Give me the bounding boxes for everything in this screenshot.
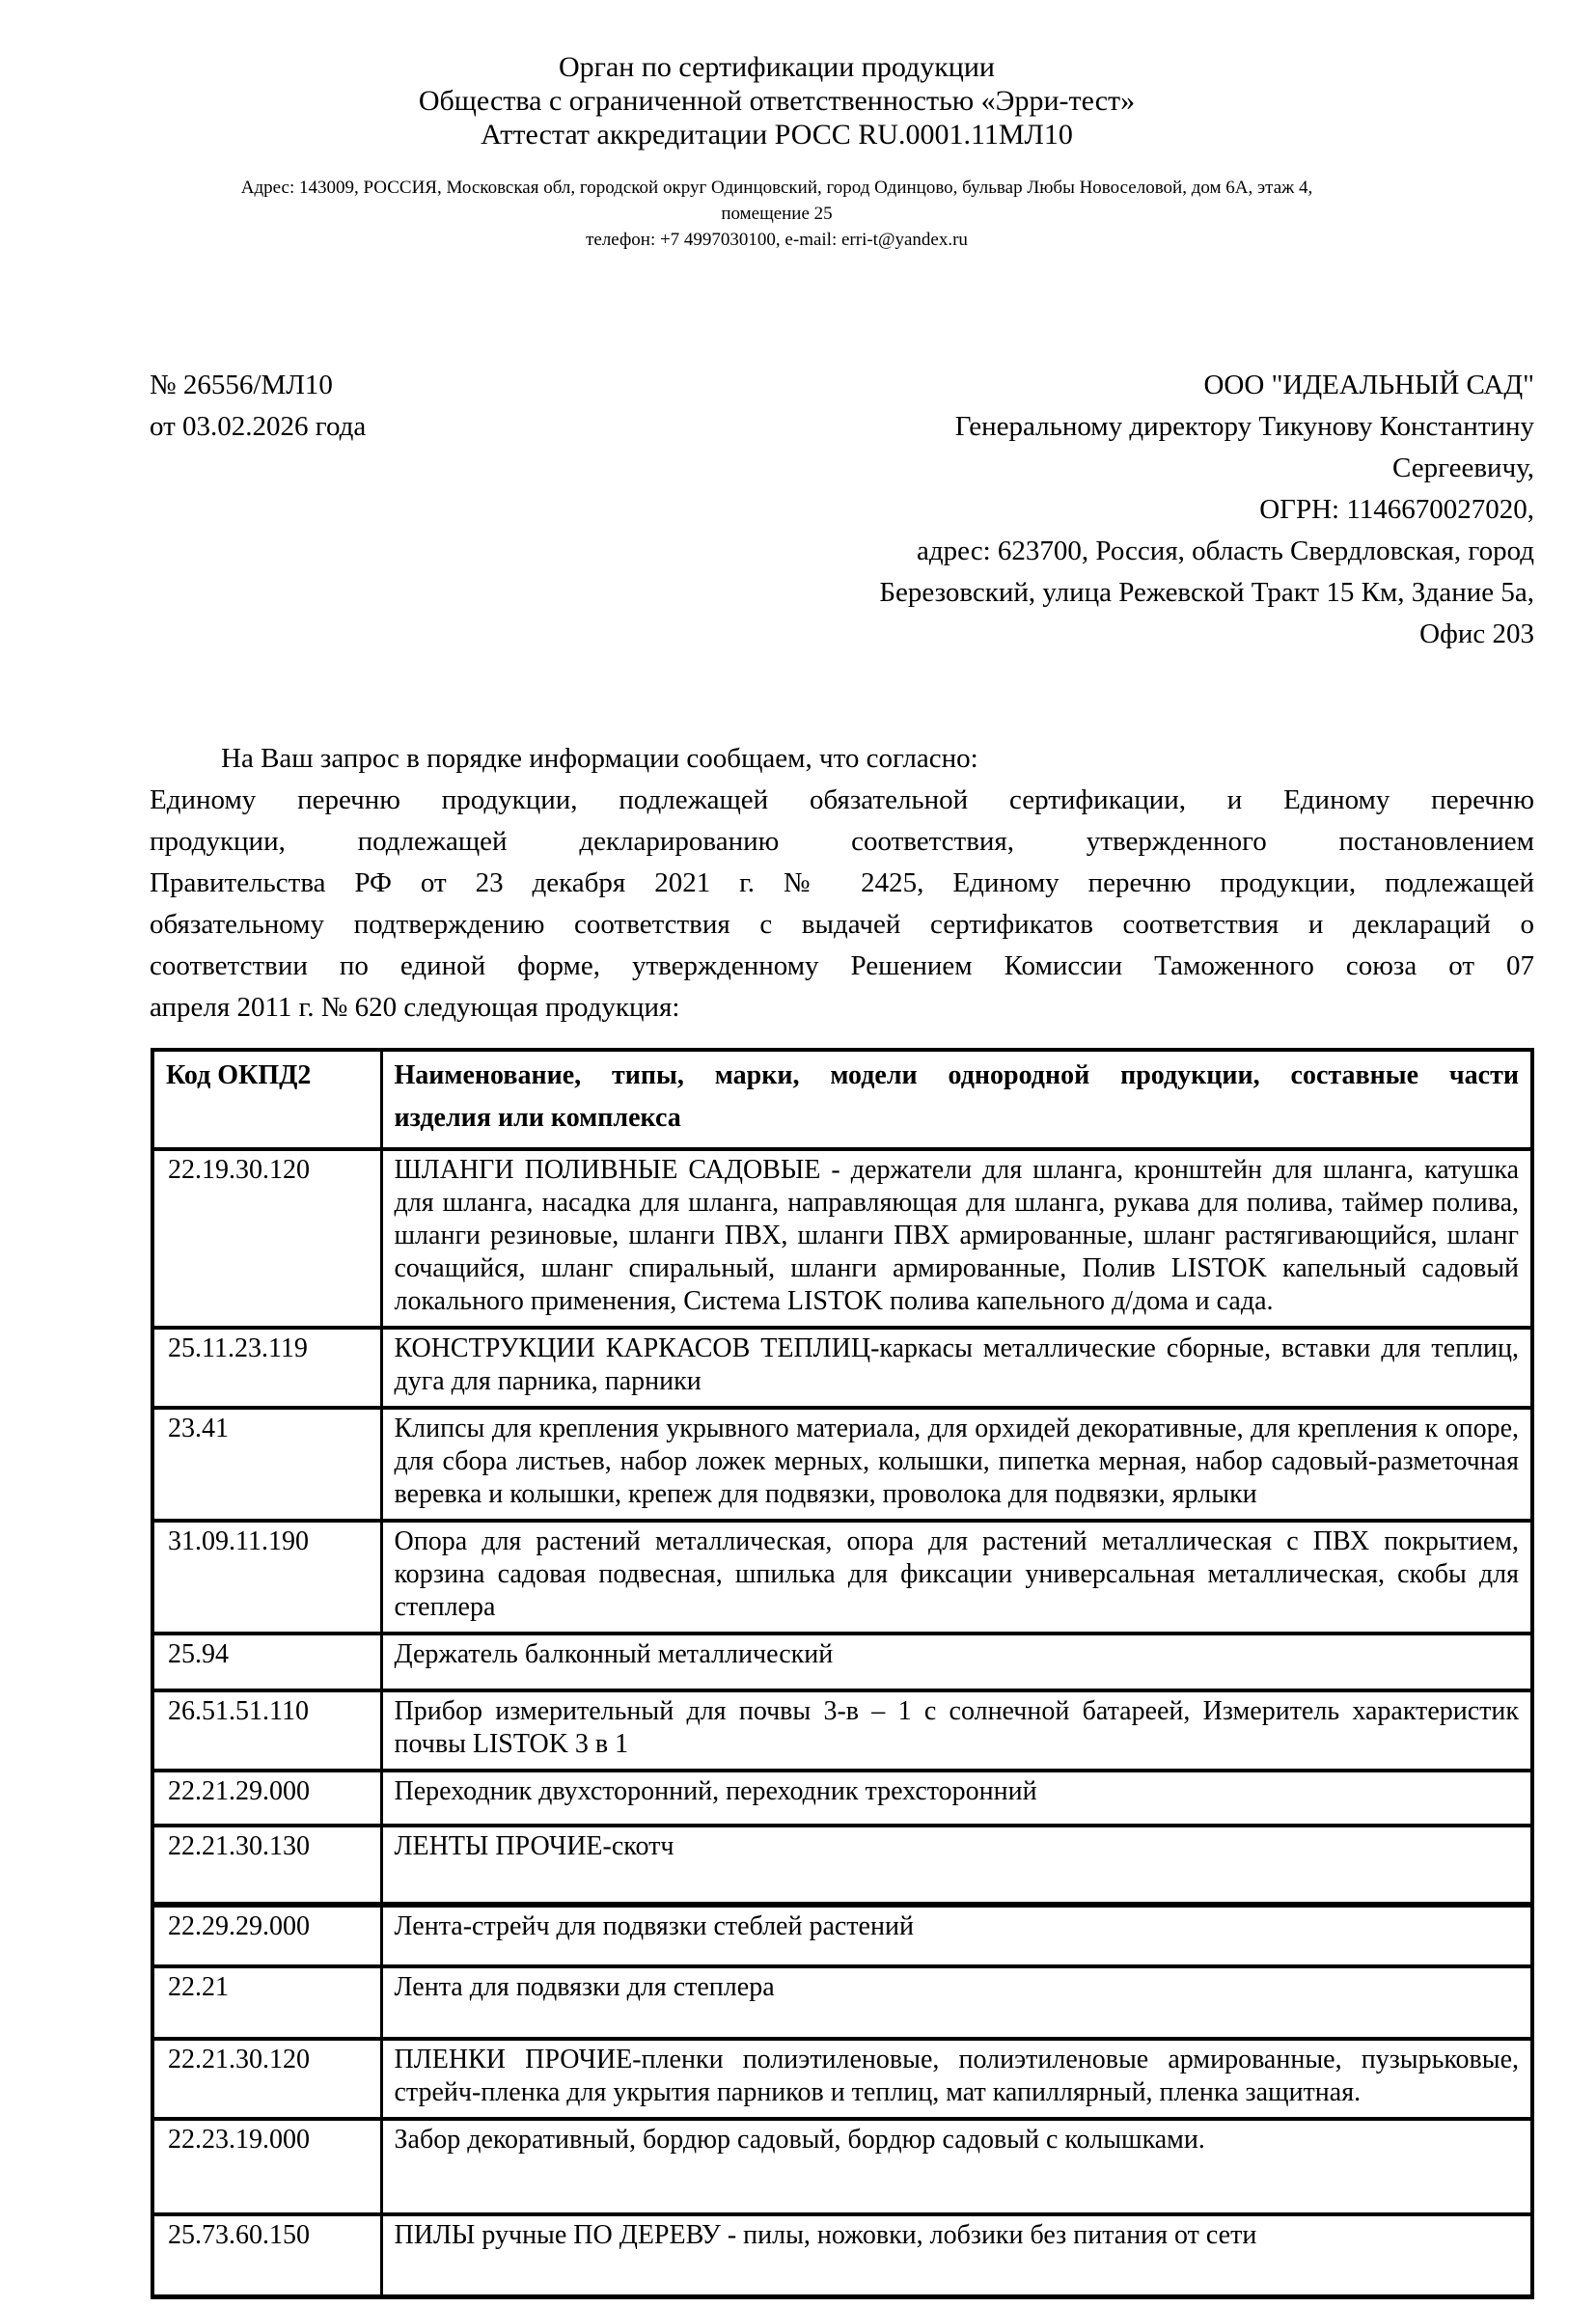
table-row — [152, 1826, 1532, 1905]
letter-date: от 03.02.2026 года — [150, 411, 367, 442]
code-cell: 23.41 — [152, 1408, 381, 1521]
header-code: Код ОКПД2 — [152, 1050, 381, 1149]
document-page — [0, 50, 1596, 2307]
table-body — [152, 1149, 1532, 2297]
reference-block — [150, 365, 603, 655]
letterhead-org-line2: Общества с ограниченной ответственностью «Эрри-тест» — [418, 85, 1136, 117]
intro-line: На Ваш запрос в порядке информации сообщаем, что согласно: — [221, 743, 978, 774]
table-row — [152, 1328, 1532, 1408]
text-line: Генеральному директору Тикунову Константину — [954, 411, 1534, 442]
text-line: ООО "ИДЕАЛЬНЫЙ САД" — [1203, 370, 1534, 400]
table-row — [152, 1966, 1532, 2039]
code-cell: 22.29.29.000 — [152, 1905, 381, 1966]
text-line: Наименование, типы, марки, модели однородной продукции, составные части — [394, 1060, 1519, 1090]
reference-addressee-row — [150, 365, 1534, 655]
desc-cell: Забор декоративный, бордюр садовый, бордюр садовый с колышками. — [381, 2119, 1532, 2214]
code-cell: 22.21.29.000 — [152, 1771, 381, 1826]
desc-cell: ШЛАНГИ ПОЛИВНЫЕ САДОВЫЕ - держатели для шланга, кронштейн для шланга, катушка для шланга, насадка для шланга, направляющая для шланга, рукава для полива, таймер полива, шланги резиновые, шланги ПВХ, шланги ПВХ армированные, шланг растягивающийся, шланг сочащийся, шланг спиральный, шланги армированные, Полив LISTOK капельный садовый локального применения, Система LISTOK полива капельного д/дома и сада. — [381, 1149, 1532, 1328]
desc-cell: Лента для подвязки для степлера — [381, 1966, 1532, 2039]
text-line: ОГРН: 1146670027020, — [1259, 494, 1534, 525]
body-text — [150, 738, 1534, 1029]
table-row — [152, 2214, 1532, 2297]
table-header-row — [152, 1050, 1532, 1149]
text-line: Березовский, улица Режевской Тракт 15 Км, Здание 5а, — [879, 577, 1534, 608]
table-head — [152, 1050, 1532, 1149]
code-cell: 25.11.23.119 — [152, 1328, 381, 1408]
products-table — [151, 1048, 1534, 2299]
code-cell: 25.94 — [152, 1634, 381, 1690]
table-row — [152, 1149, 1532, 1328]
code-cell: 22.21.30.120 — [152, 2039, 381, 2119]
table-row — [152, 2119, 1532, 2214]
code-cell: 22.23.19.000 — [152, 2119, 381, 2214]
text-line: Правительства РФ от 23 декабря 2021 г. № 2425, Единому перечню продукции, подлежащей — [150, 867, 1534, 898]
letter-number: № 26556/МЛ10 — [150, 370, 333, 400]
desc-cell: ЛЕНТЫ ПРОЧИЕ-скотч — [381, 1826, 1532, 1905]
code-cell: 31.09.11.190 — [152, 1521, 381, 1634]
code-cell: 25.73.60.150 — [152, 2214, 381, 2297]
table-row — [152, 1771, 1532, 1826]
desc-cell: Клипсы для крепления укрывного материала, для орхидей декоративные, для крепления к опоре, для сбора листьев, набор ложек мерных, колышки, пипетка мерная, набор садовый-разметочная веревка и колышки, крепеж для подвязки, проволока для подвязки, ярлыки — [381, 1408, 1532, 1521]
text-line: обязательному подтверждению соответствия с выдачей сертификатов соответствия и деклараций о — [150, 909, 1534, 940]
text-line: Адрес: 143009, РОССИЯ, Московская обл, городской округ Одинцовский, город Одинцово, бульвар Любы Новоселовой, дом 6А, этаж 4, — [240, 178, 1313, 198]
text-line: телефон: +7 4997030100, e-mail: erri-t@yandex.ru — [586, 230, 968, 250]
desc-cell: КОНСТРУКЦИИ КАРКАСОВ ТЕПЛИЦ-каркасы металлические сборные, вставки для теплиц, дуга для парника, парники — [381, 1328, 1532, 1408]
code-cell: 22.19.30.120 — [152, 1149, 381, 1328]
code-cell: 26.51.51.110 — [152, 1690, 381, 1771]
desc-cell: Переходник двухсторонний, переходник трехсторонний — [381, 1771, 1532, 1826]
text-line: Единому перечню продукции, подлежащей обязательной сертификации, и Единому перечню — [150, 784, 1534, 815]
desc-cell: Опора для растений металлическая, опора для растений металлическая с ПВХ покрытием, корзина садовая подвесная, шпилька для фиксации универсальная металлическая, скобы для степлера — [381, 1521, 1532, 1634]
text-line: изделия или комплекса — [394, 1103, 681, 1133]
text-line: апреля 2011 г. № 620 следующая продукция: — [150, 992, 680, 1023]
header-name — [381, 1050, 1532, 1149]
text-line: Сергеевичу, — [1392, 453, 1534, 483]
desc-cell: Держатель балконный металлический — [381, 1634, 1532, 1690]
table-row — [152, 1408, 1532, 1521]
text-line: соответствии по единой форме, утвержденному Решением Комиссии Таможенного союза от 07 — [150, 950, 1534, 981]
letterhead-contacts — [150, 175, 1404, 253]
letterhead — [150, 50, 1404, 253]
text-line: адрес: 623700, Россия, область Свердловская, город — [917, 536, 1534, 566]
addressee-block — [603, 365, 1534, 655]
table-row — [152, 1521, 1532, 1634]
table-row — [152, 2039, 1532, 2119]
text-line: помещение 25 — [721, 204, 833, 224]
code-cell: 22.21 — [152, 1966, 381, 2039]
letterhead-org-line1: Орган по сертификации продукции — [559, 51, 995, 83]
text-line: продукции, подлежащей декларированию соответствия, утвержденного постановлением — [150, 826, 1534, 857]
desc-cell: ПЛЕНКИ ПРОЧИЕ-пленки полиэтиленовые, полиэтиленовые армированные, пузырьковые, стрейч-пленка для укрытия парников и теплиц, мат капиллярный, пленка защитная. — [381, 2039, 1532, 2119]
body-paragraph — [150, 780, 1534, 1029]
desc-cell: Прибор измерительный для почвы 3-в – 1 с солнечной батареей, Измеритель характеристик почвы LISTOK 3 в 1 — [381, 1690, 1532, 1771]
letterhead-accreditation: Аттестат аккредитации РОСС RU.0001.11МЛ10 — [481, 119, 1073, 151]
desc-cell: ПИЛЫ ручные ПО ДЕРЕВУ - пилы, ножовки, лобзики без питания от сети — [381, 2214, 1532, 2297]
table-row — [152, 1634, 1532, 1690]
code-cell: 22.21.30.130 — [152, 1826, 381, 1905]
table-row — [152, 1905, 1532, 1966]
text-line: Офис 203 — [1419, 618, 1534, 649]
desc-cell: Лента-стрейч для подвязки стеблей растений — [381, 1905, 1532, 1966]
table-row — [152, 1690, 1532, 1771]
